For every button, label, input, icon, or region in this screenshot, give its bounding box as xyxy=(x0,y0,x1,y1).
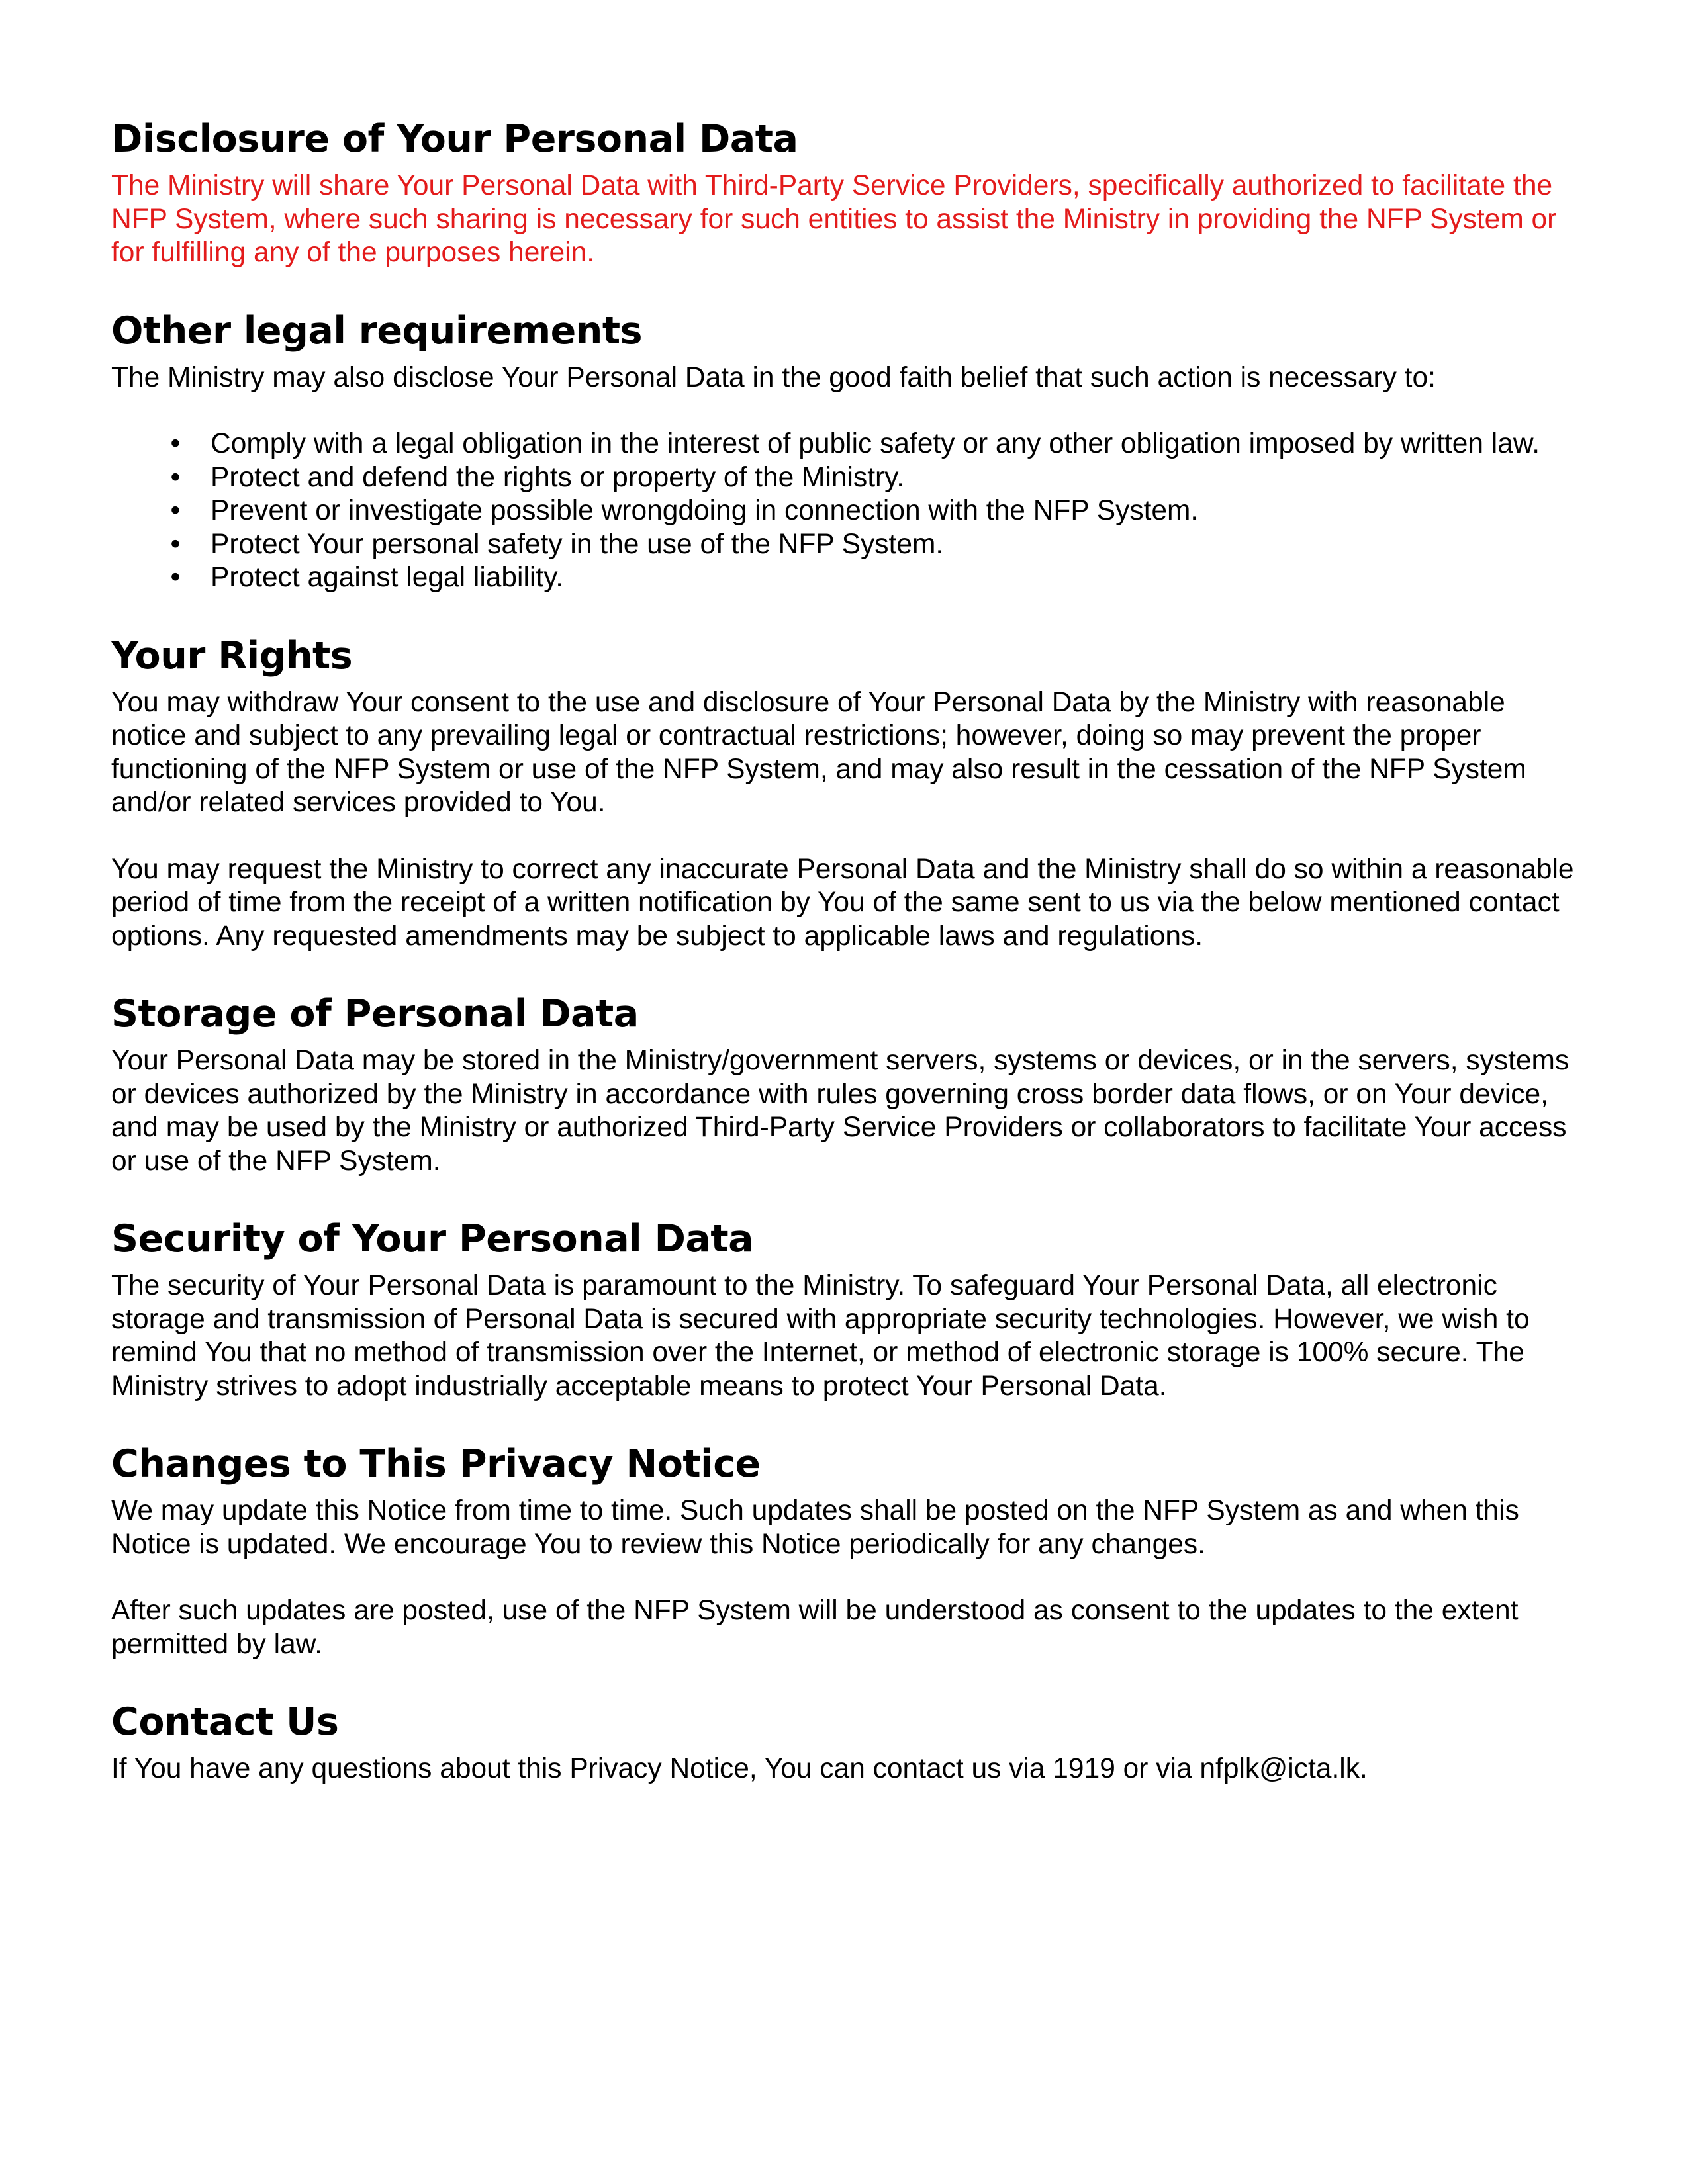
list-item-text: Prevent or investigate possible wrongdoing in connection with the NFP System. xyxy=(211,495,1199,526)
document-page xyxy=(111,113,1587,1821)
heading-other-legal-requirements: Other legal requirements xyxy=(111,308,643,353)
section-disclosure xyxy=(111,113,1587,270)
heading-your-rights: Your Rights xyxy=(111,633,353,678)
list-item xyxy=(111,528,1587,562)
changes-paragraph-2: After such updates are posted, use of the NFP System will be understood as consent to the updates to the extent permitted by law. xyxy=(111,1595,1519,1660)
list-item-text: Protect against legal liability. xyxy=(211,562,564,593)
section-other-legal-requirements xyxy=(111,304,1587,595)
rights-paragraph-2: You may request the Ministry to correct any inaccurate Personal Data and the Ministry shall do so within a reasonable period of time from the receipt of a written notification by You of the same sent to us via the below mentioned contact options. Any requested amendments may be subject to applicable laws and regulations. xyxy=(111,853,1574,952)
list-item xyxy=(111,461,1587,495)
section-storage xyxy=(111,987,1587,1178)
list-item-text: Protect Your personal safety in the use of the NFP System. xyxy=(211,528,944,560)
rights-paragraph-1: You may withdraw Your consent to the use and disclosure of Your Personal Data by the Ministry with reasonable notice and subject to any prevailing legal or contractual restrictions; however, doing so may prevent the proper functioning of the NFP System or use of the NFP System, and may also result in the cessation of the NFP System and/or related services provided to You. xyxy=(111,686,1526,818)
bullet-icon: • xyxy=(170,461,181,493)
legal-intro-paragraph: The Ministry may also disclose Your Personal Data in the good faith belief that such action is necessary to: xyxy=(111,361,1436,393)
bullet-icon: • xyxy=(170,528,181,560)
disclosure-paragraph: The Ministry will share Your Personal Data with Third-Party Service Providers, specifically authorized to facilitate the NFP System, where such sharing is necessary for such entities to assist the Ministry in providing the NFP System or for fulfilling any of the purposes herein. xyxy=(111,170,1557,268)
bullet-icon: • xyxy=(170,495,181,526)
bullet-icon: • xyxy=(170,428,181,459)
list-item xyxy=(111,561,1587,595)
heading-security: Security of Your Personal Data xyxy=(111,1217,754,1261)
heading-contact: Contact Us xyxy=(111,1700,339,1744)
list-item-text: Protect and defend the rights or property of the Ministry. xyxy=(211,461,905,493)
list-item xyxy=(111,494,1587,528)
security-paragraph: The security of Your Personal Data is paramount to the Ministry. To safeguard Your Personal Data, all electronic storage and transmission of Personal Data is secured with appropriate security technologies. However, we wish to remind You that no method of transmission over the Internet, or method of electronic storage is 100% secure. The Ministry strives to adopt industrially acceptable means to protect Your Personal Data. xyxy=(111,1270,1530,1402)
storage-paragraph: Your Personal Data may be stored in the Ministry/government servers, systems or devices, or in the servers, systems or devices authorized by the Ministry in accordance with rules governing cross border data flows, or on Your device, and may be used by the Ministry or authorized Third-Party Service Providers or collaborators to facilitate Your access or use of the NFP System. xyxy=(111,1045,1570,1177)
heading-storage: Storage of Personal Data xyxy=(111,992,639,1036)
heading-disclosure: Disclosure of Your Personal Data xyxy=(111,117,798,161)
list-item-text: Comply with a legal obligation in the interest of public safety or any other obligation imposed by written law. xyxy=(211,428,1540,459)
bullet-icon: • xyxy=(170,562,181,593)
section-contact xyxy=(111,1696,1587,1786)
legal-bullet-list xyxy=(111,428,1587,595)
section-security xyxy=(111,1212,1587,1403)
section-changes xyxy=(111,1437,1587,1661)
section-your-rights xyxy=(111,629,1587,954)
list-item xyxy=(111,428,1587,461)
changes-paragraph-1: We may update this Notice from time to time. Such updates shall be posted on the NFP System as and when this Notice is updated. We encourage You to review this Notice periodically for any changes. xyxy=(111,1495,1519,1560)
contact-paragraph: If You have any questions about this Privacy Notice, You can contact us via 1919 or via nfplk@icta.lk. xyxy=(111,1753,1368,1784)
heading-changes: Changes to This Privacy Notice xyxy=(111,1442,761,1486)
